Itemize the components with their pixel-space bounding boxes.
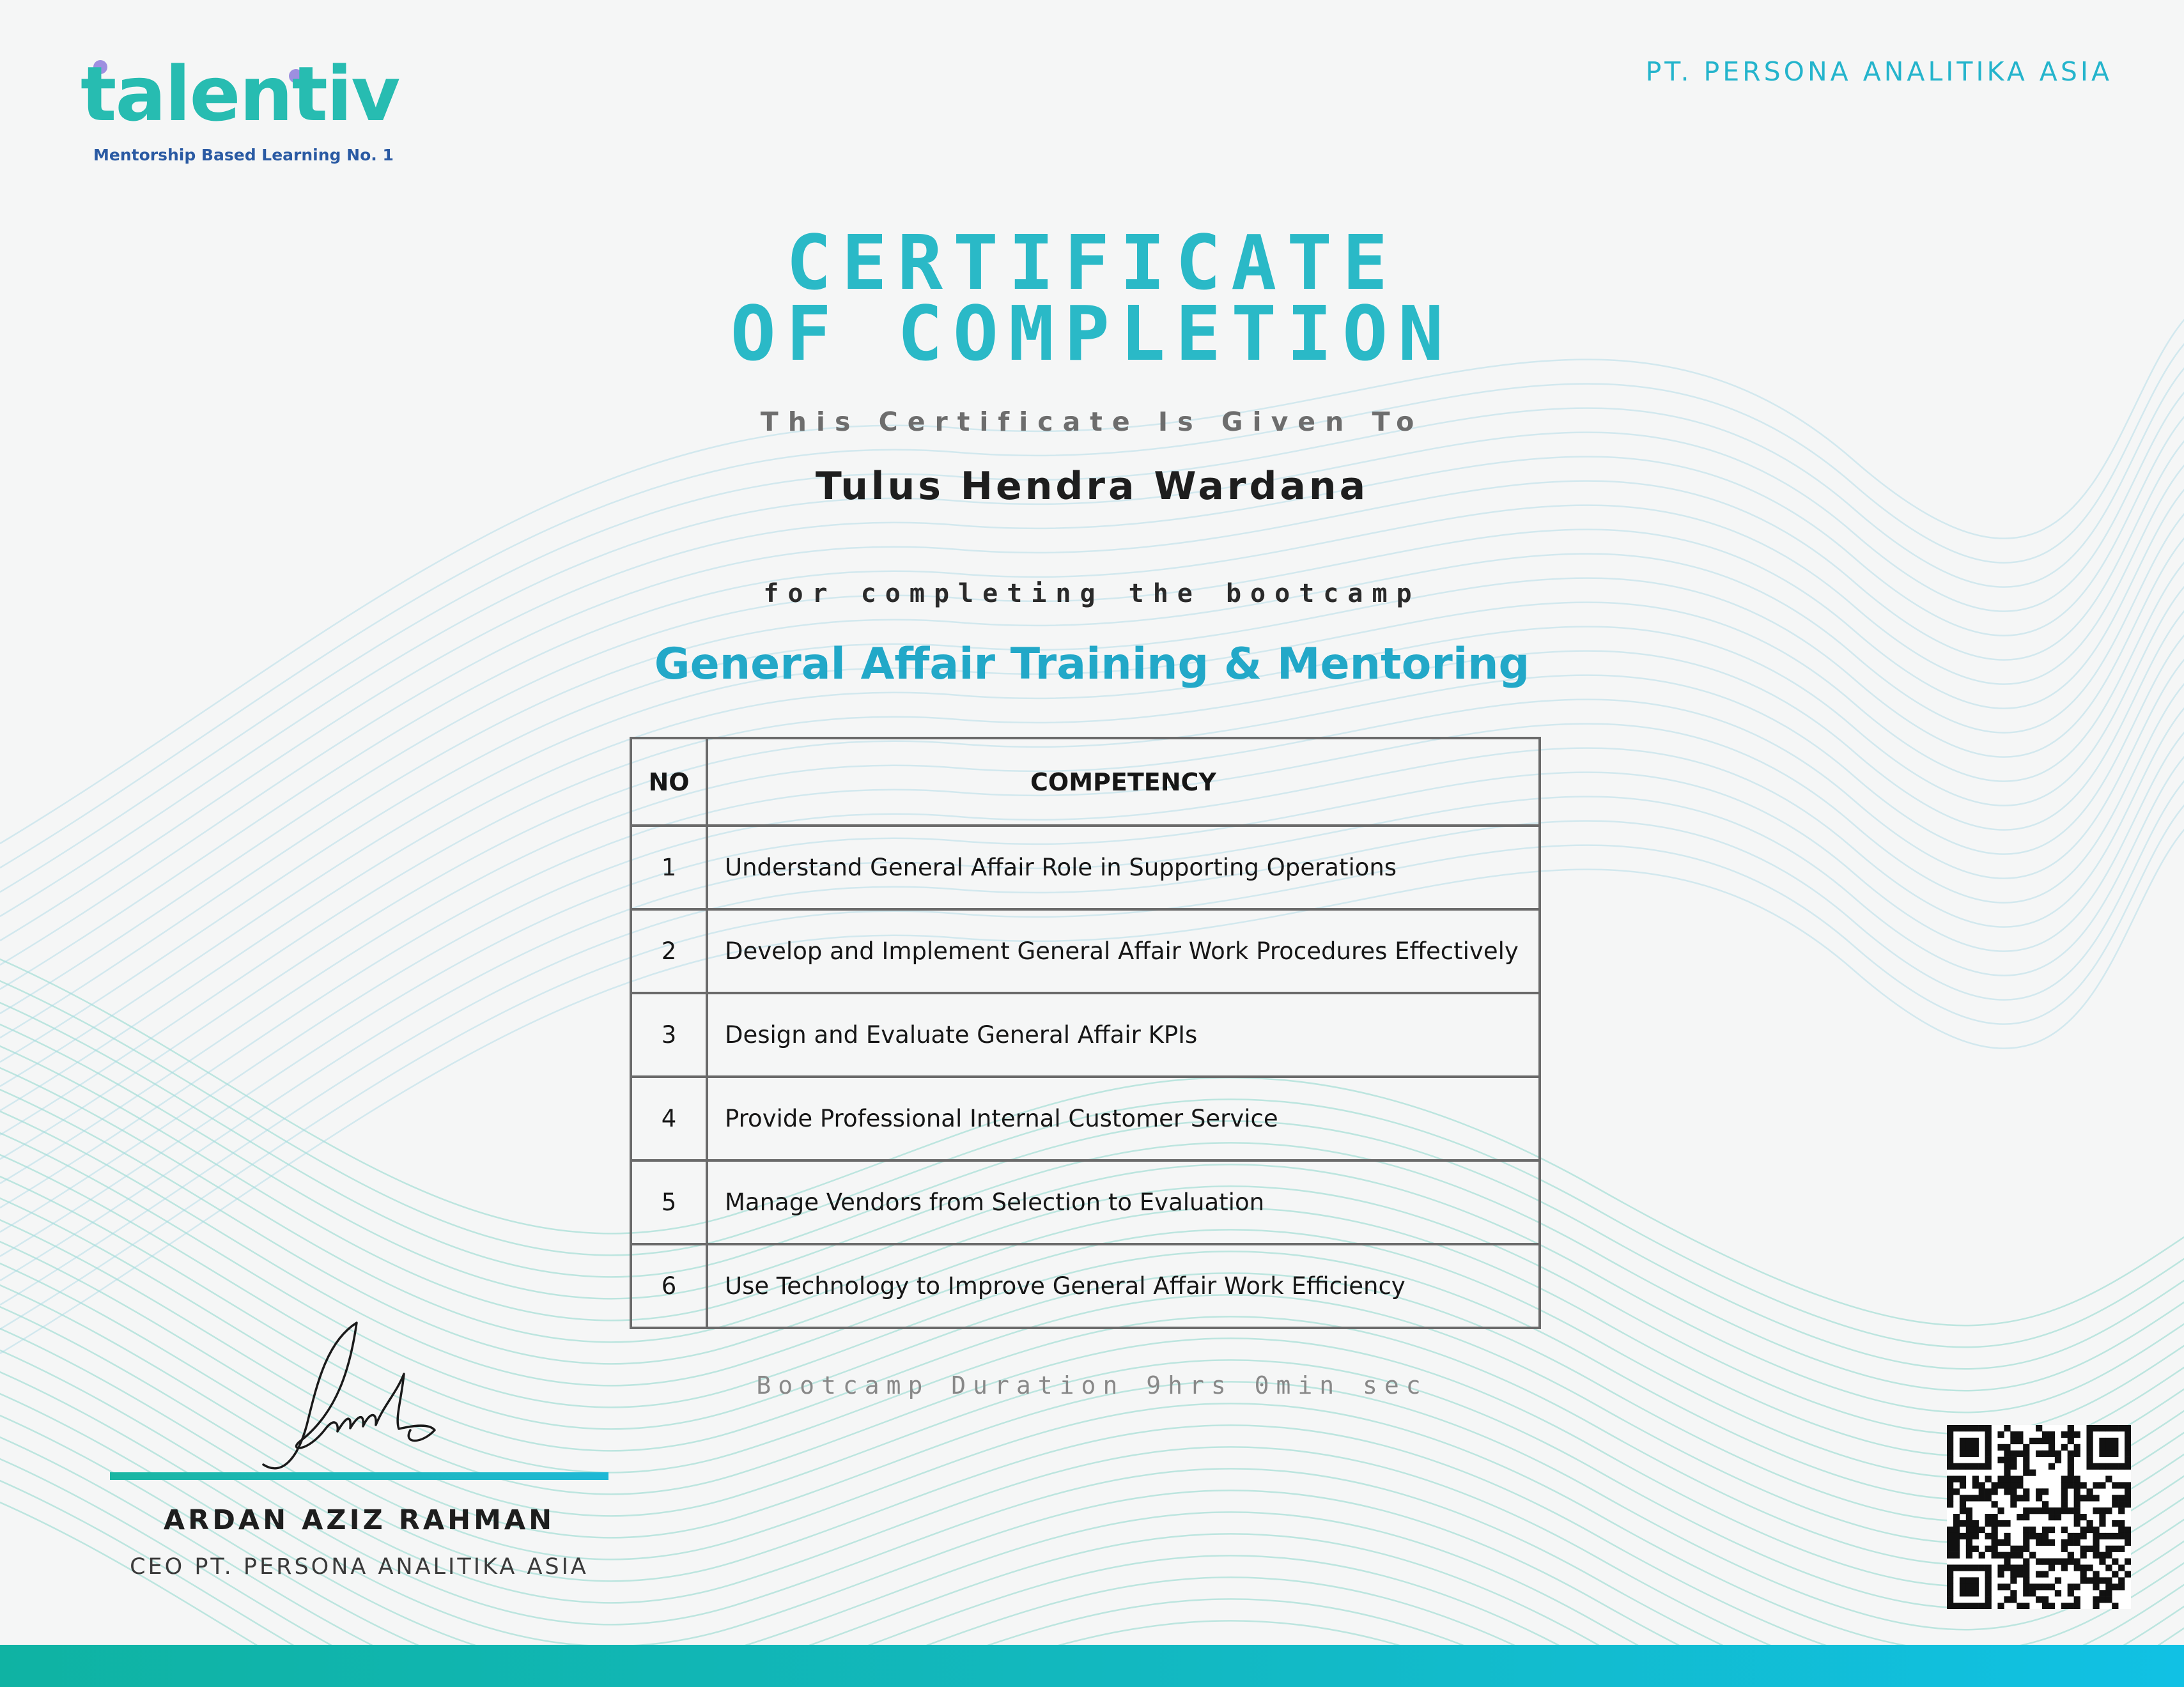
competency-text: Use Technology to Improve General Affair Work Efficiency (707, 1244, 1540, 1328)
competency-text: Design and Evaluate General Affair KPIs (707, 993, 1540, 1077)
column-header-competency: COMPETENCY (707, 738, 1540, 826)
handwritten-signature (262, 1316, 473, 1476)
row-number: 2 (631, 909, 707, 993)
qr-code-icon[interactable] (1947, 1425, 2131, 1609)
bootcamp-duration: Bootcamp Duration 9hrs 0min sec (756, 1371, 1428, 1399)
logo-wordmark: talentiv (81, 50, 399, 138)
competency-text: Manage Vendors from Selection to Evaluation (707, 1160, 1540, 1244)
recipient-underline (603, 530, 1581, 537)
bootcamp-name: General Affair Training & Mentoring (654, 639, 1530, 689)
table-row (631, 826, 1540, 909)
for-completing-label: for completing the bootcamp (763, 579, 1421, 608)
column-header-no: NO (631, 738, 707, 826)
talentiv-logo (81, 50, 400, 171)
competency-text: Understand General Affair Role in Supporting Operations (707, 826, 1540, 909)
certificate-title-line2: OF COMPLETION (730, 289, 1454, 378)
company-name-header: PT. PERSONA ANALITIKA ASIA (1645, 56, 2112, 87)
competency-text: Develop and Implement General Affair Work Procedures Effectively (707, 909, 1540, 993)
table-header-row (631, 738, 1540, 826)
table-row (631, 909, 1540, 993)
signer-role: CEO PT. PERSONA ANALITIKA ASIA (130, 1554, 589, 1580)
bottom-accent-bar (0, 1645, 2184, 1687)
signer-name: ARDAN AZIZ RAHMAN (163, 1504, 555, 1536)
competency-table (630, 737, 1541, 1329)
row-number: 6 (631, 1244, 707, 1328)
table-row (631, 993, 1540, 1077)
table-row (631, 1244, 1540, 1328)
row-number: 4 (631, 1077, 707, 1160)
recipient-name: Tulus Hendra Wardana (815, 464, 1369, 509)
row-number: 3 (631, 993, 707, 1077)
certificate-title-line1: CERTIFICATE (786, 219, 1398, 307)
signature-line (110, 1472, 608, 1480)
row-number: 1 (631, 826, 707, 909)
logo-tagline: Mentorship Based Learning No. 1 (93, 146, 394, 164)
table-row (631, 1077, 1540, 1160)
row-number: 5 (631, 1160, 707, 1244)
given-to-label: This Certificate Is Given To (760, 406, 1424, 437)
table-row (631, 1160, 1540, 1244)
competency-text: Provide Professional Internal Customer Service (707, 1077, 1540, 1160)
